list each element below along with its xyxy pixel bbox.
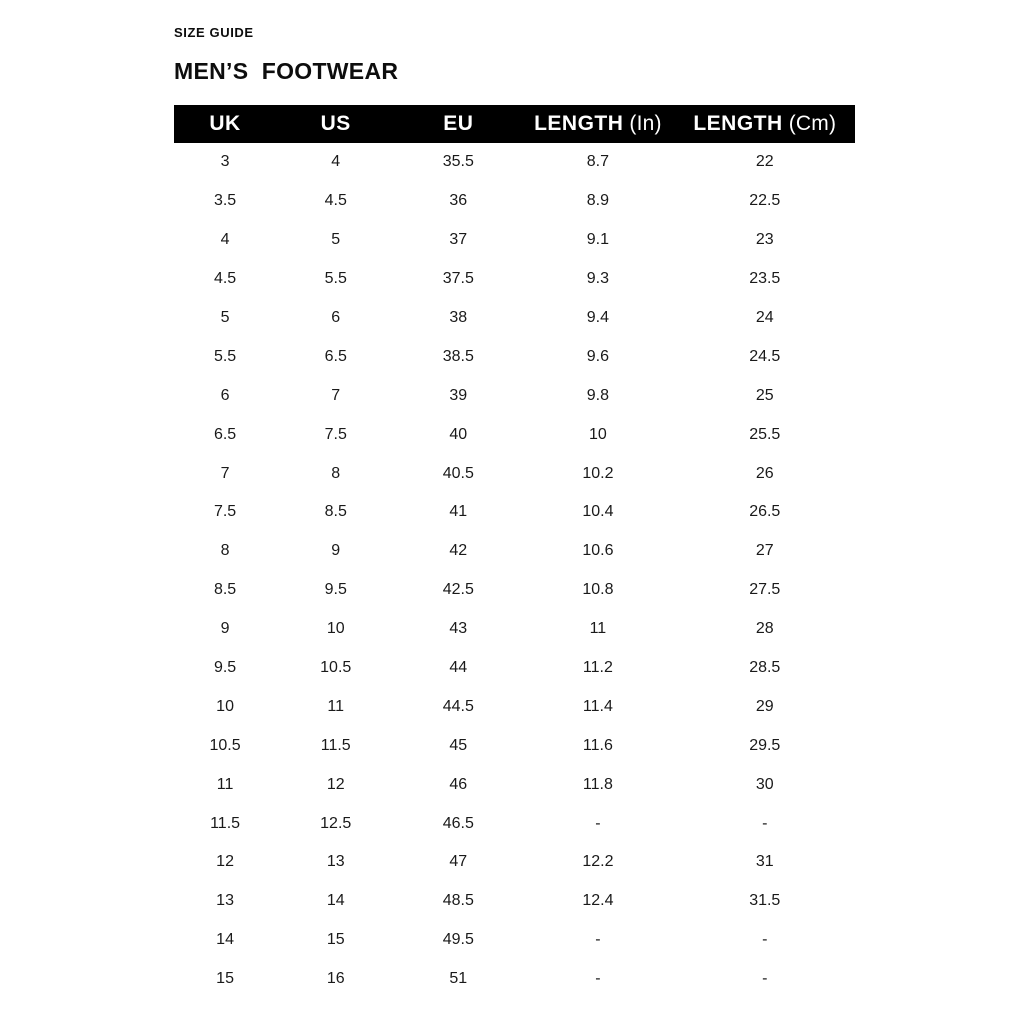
cell-length_in: 8.9 [586,192,610,210]
cell-us: 4.5 [324,192,347,210]
table-row [174,532,855,571]
cell-uk: 11.5 [210,814,241,832]
cell-eu: 38 [449,309,468,326]
cell-length_cm: 27.5 [749,581,781,599]
cell-length_cm: 26 [755,464,774,482]
col-header-length-in [521,105,674,143]
cell-length_cm: - [762,970,768,988]
cell-length_cm: 22 [755,153,774,171]
cell-eu: 35.5 [442,153,474,171]
cell-eu: 40 [449,425,468,443]
cell-us: 8.5 [324,503,347,521]
cell-length_cm: 29.5 [749,736,781,754]
cell-uk: 13 [216,892,234,910]
table-row [174,571,855,610]
cell-length_in: 9.4 [586,309,610,326]
cell-length_in: 10 [589,425,607,443]
cell-us: 5 [331,231,341,249]
cell-us: 11 [327,697,345,715]
cell-uk: 4.5 [213,270,237,288]
size-guide-content [174,25,855,999]
cell-length_in: 9.1 [586,231,610,249]
cell-us: 5.5 [324,270,347,288]
cell-length_cm: 28 [755,620,774,638]
cell-length_in: 10.6 [582,542,614,560]
cell-length_cm: 29 [755,697,774,715]
cell-uk: 11 [216,775,234,793]
cell-length_cm: 24 [755,309,774,326]
cell-eu: 42.5 [442,581,474,599]
cell-length_in: - [595,931,601,949]
col-header-length-in-label: LENGTH [534,112,624,135]
table-row [174,493,855,532]
cell-eu: 45 [449,736,468,754]
cell-us: 11.5 [320,736,351,754]
table-row [174,221,855,260]
table-row [174,415,855,454]
table-row [174,843,855,882]
cell-us: 6.5 [324,347,347,365]
table-row [174,454,855,493]
cell-length_in: 10.8 [582,581,614,599]
cell-uk: 6 [220,386,230,404]
cell-eu: 44.5 [442,697,474,715]
cell-length_in: - [595,970,601,988]
cell-length_cm: 31 [755,853,774,871]
col-header-eu-label: EU [443,112,474,135]
table-row [174,882,855,921]
cell-us: 13 [326,853,345,871]
cell-length_cm: 27 [755,542,774,560]
cell-us: 9.5 [324,581,347,599]
cell-uk: 9 [220,620,230,638]
table-row [174,921,855,960]
size-guide-label: SIZE GUIDE [174,25,254,40]
cell-length_in: 9.6 [586,347,610,365]
cell-uk: 8 [220,542,230,560]
col-header-length-cm [675,105,855,143]
cell-length_cm: 26.5 [749,503,781,521]
cell-length_in: 12.2 [582,853,614,871]
cell-length_in: 12.4 [582,892,614,910]
cell-length_in: 10.4 [582,503,614,521]
cell-eu: 39 [449,386,468,404]
cell-eu: 46 [449,775,468,793]
cell-us: 6 [331,309,341,326]
cell-length_cm: 25 [755,386,774,404]
cell-length_cm: - [762,814,768,832]
table-row [174,337,855,376]
cell-uk: 9.5 [213,659,237,677]
cell-uk: 6.5 [213,425,237,443]
cell-eu: 42 [449,542,468,560]
cell-eu: 46.5 [442,814,474,832]
cell-uk: 4 [220,231,230,249]
cell-us: 8 [331,464,341,482]
cell-length_in: 11.8 [582,775,613,793]
cell-length_in: - [595,814,601,832]
cell-eu: 43 [449,620,468,638]
cell-us: 10 [326,620,345,638]
table-row [174,960,855,999]
col-header-uk-label: UK [209,112,241,135]
cell-eu: 44 [449,659,468,677]
cell-us: 12 [326,775,345,793]
col-header-length-in-suffix: (In) [623,112,662,135]
size-table [174,105,855,999]
table-row [174,765,855,804]
cell-length_cm: - [762,931,768,949]
table-row [174,726,855,765]
table-row [174,376,855,415]
cell-us: 10.5 [320,659,352,677]
cell-us: 16 [326,970,345,988]
cell-uk: 3 [220,153,230,171]
cell-uk: 7.5 [213,503,237,521]
cell-eu: 37 [449,231,468,249]
cell-length_cm: 23.5 [749,270,781,288]
cell-us: 14 [326,892,345,910]
table-row [174,182,855,221]
table-row [174,260,855,299]
cell-length_in: 8.7 [586,153,610,171]
cell-uk: 10.5 [209,736,241,754]
cell-us: 15 [326,931,345,949]
cell-length_cm: 31.5 [749,892,781,910]
cell-uk: 15 [216,970,234,988]
cell-uk: 14 [216,931,234,949]
cell-eu: 36 [449,192,468,210]
cell-length_in: 9.8 [586,386,610,404]
col-header-eu [395,105,521,143]
cell-us: 12.5 [320,814,352,832]
col-header-length-cm-suffix: (Cm) [782,112,837,135]
table-row [174,804,855,843]
cell-uk: 5 [220,309,230,326]
cell-eu: 38.5 [442,347,474,365]
cell-length_cm: 23 [755,231,774,249]
cell-uk: 7 [220,464,230,482]
cell-uk: 5.5 [213,347,237,365]
cell-length_cm: 28.5 [749,659,781,677]
cell-length_in: 11 [589,620,607,638]
header-row [174,105,855,143]
cell-length_in: 9.3 [586,270,610,288]
size-table-header [174,105,855,143]
cell-length_cm: 25.5 [749,425,781,443]
cell-us: 4 [331,153,341,171]
table-row [174,143,855,182]
cell-length_cm: 24.5 [749,347,781,365]
cell-uk: 12 [216,853,234,871]
cell-eu: 37.5 [442,270,474,288]
cell-length_cm: 30 [755,775,774,793]
cell-length_in: 10.2 [582,464,614,482]
cell-eu: 41 [449,503,468,521]
table-row [174,687,855,726]
cell-length_in: 11.2 [582,659,613,677]
cell-eu: 40.5 [442,464,474,482]
cell-eu: 51 [449,970,468,988]
cell-length_in: 11.4 [582,697,613,715]
col-header-us-label: US [320,112,351,135]
col-header-length-cm-label: LENGTH [693,112,783,135]
table-row [174,649,855,688]
cell-length_cm: 22.5 [749,192,781,210]
table-row [174,299,855,338]
col-header-us [276,105,395,143]
cell-eu: 47 [449,853,468,871]
cell-eu: 48.5 [442,892,474,910]
cell-eu: 49.5 [442,931,474,949]
cell-uk: 8.5 [213,581,237,599]
size-table-body [174,143,855,999]
cell-length_in: 11.6 [582,736,613,754]
table-row [174,610,855,649]
cell-uk: 3.5 [213,192,237,210]
cell-uk: 10 [216,697,234,715]
cell-us: 9 [331,542,341,560]
cell-us: 7 [331,386,341,404]
page-title: MEN’S FOOTWEAR [174,58,399,84]
col-header-uk [174,105,276,143]
cell-us: 7.5 [324,425,347,443]
